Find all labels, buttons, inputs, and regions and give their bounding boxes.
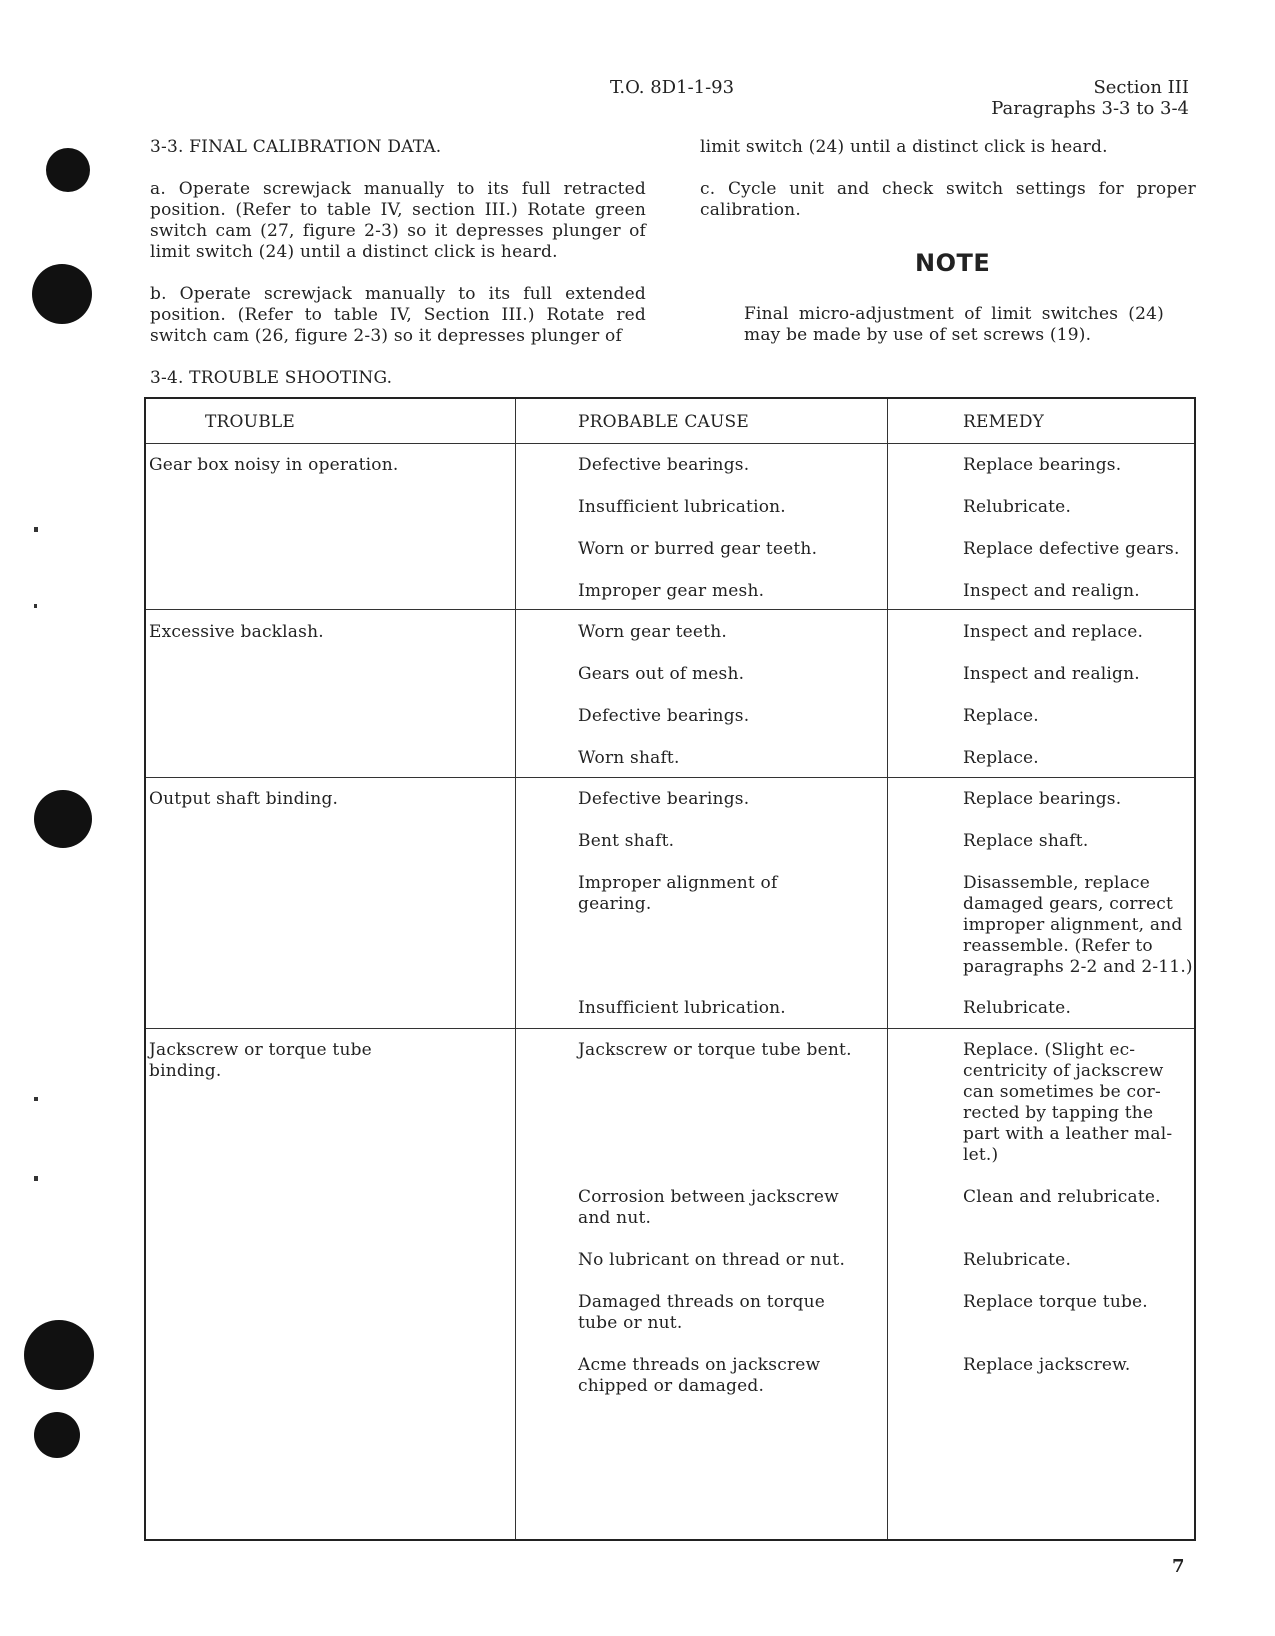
table-header-probable-cause: PROBABLE CAUSE	[578, 412, 750, 432]
cause-row: Insufficient lubrication.	[578, 998, 786, 1018]
remedy-row: Replace defective gears.	[963, 539, 1180, 559]
remedy-row: Replace.	[963, 706, 1039, 726]
remedy-row: Disassemble, replace damaged gears, correct improper alignment, and reassemble. (Refer to paragraphs 2-2 and 2-11.)	[963, 873, 1193, 977]
page-number: 7	[1172, 1556, 1185, 1577]
binder-hole-2	[32, 264, 92, 324]
table-divider-col1	[515, 399, 516, 1539]
cause-row: Gears out of mesh.	[578, 664, 745, 684]
cause-row: Corrosion between jackscrew and nut.	[578, 1187, 839, 1228]
table-divider-col2	[887, 399, 888, 1539]
paragraph-b: b. Operate screwjack manually to its full extended position. (Refer to table IV, Section III.) Rotate red switch cam (26, figure 2-3) so it depresses plunger of	[150, 284, 646, 346]
margin-mark-3	[34, 1097, 38, 1101]
paragraph-a: a. Operate screwjack manually to its full retracted position. (Refer to table IV, section III.) Rotate green switch cam (27, figure 2-3) so it depresses plunger of limit switch (24) until a distinct click is heard.	[150, 179, 646, 262]
margin-mark-4	[34, 1176, 38, 1181]
binder-hole-4	[24, 1320, 94, 1390]
remedy-row: Replace bearings.	[963, 455, 1122, 475]
cause-row: Acme threads on jackscrew chipped or damaged.	[578, 1355, 821, 1396]
remedy-row: Inspect and replace.	[963, 622, 1144, 642]
remedy-row: Inspect and realign.	[963, 581, 1140, 601]
cause-row: Insufficient lubrication.	[578, 497, 786, 517]
remedy-row: Replace jackscrew.	[963, 1355, 1131, 1375]
table-group-rule-2	[146, 777, 1194, 778]
section-label: Section III	[1093, 77, 1189, 98]
margin-mark-2	[34, 604, 37, 608]
binder-hole-3	[34, 790, 92, 848]
cause-row: Worn shaft.	[578, 748, 680, 768]
cause-row: Worn or burred gear teeth.	[578, 539, 818, 559]
remedy-row: Relubricate.	[963, 1250, 1072, 1270]
trouble-output-shaft-binding: Output shaft binding.	[149, 789, 339, 809]
binder-hole-5	[34, 1412, 80, 1458]
cause-row: Defective bearings.	[578, 789, 750, 809]
cause-row: Defective bearings.	[578, 706, 750, 726]
note-title: NOTE	[915, 249, 991, 277]
trouble-excessive-backlash: Excessive backlash.	[149, 622, 324, 642]
paragraph-b-continued: limit switch (24) until a distinct click is heard.	[700, 137, 1108, 157]
remedy-row: Relubricate.	[963, 497, 1072, 517]
note-text: Final micro-adjustment of limit switches (24) may be made by use of set screws (19).	[744, 304, 1164, 345]
remedy-row: Replace torque tube.	[963, 1292, 1148, 1312]
cause-row: Improper gear mesh.	[578, 581, 765, 601]
remedy-row: Replace. (Slight ec- centricity of jackscrew can sometimes be cor- rected by tapping the part with a leather mal- let.)	[963, 1040, 1173, 1165]
table-header-rule	[146, 443, 1194, 444]
cause-row: No lubricant on thread or nut.	[578, 1250, 846, 1270]
remedy-row: Replace bearings.	[963, 789, 1122, 809]
trouble-gear-box-noisy: Gear box noisy in operation.	[149, 455, 399, 475]
paragraph-c: c. Cycle unit and check switch settings for proper calibration.	[700, 179, 1196, 220]
heading-3-4: 3-4. TROUBLE SHOOTING.	[150, 368, 393, 388]
trouble-shooting-table	[144, 397, 1196, 1541]
remedy-row: Replace.	[963, 748, 1039, 768]
remedy-row: Replace shaft.	[963, 831, 1089, 851]
cause-row: Worn gear teeth.	[578, 622, 727, 642]
cause-row: Improper alignment of gearing.	[578, 873, 778, 914]
cause-row: Damaged threads on torque tube or nut.	[578, 1292, 826, 1333]
remedy-row: Relubricate.	[963, 998, 1072, 1018]
cause-row: Defective bearings.	[578, 455, 750, 475]
table-header-trouble: TROUBLE	[205, 412, 295, 432]
cause-row: Jackscrew or torque tube bent.	[578, 1040, 852, 1060]
cause-row: Bent shaft.	[578, 831, 675, 851]
paragraphs-label: Paragraphs 3-3 to 3-4	[991, 98, 1189, 119]
table-group-rule-3	[146, 1028, 1194, 1029]
doc-number: T.O. 8D1-1-93	[610, 77, 735, 98]
binder-hole-1	[46, 148, 90, 192]
table-header-remedy: REMEDY	[963, 412, 1045, 432]
heading-3-3: 3-3. FINAL CALIBRATION DATA.	[150, 137, 442, 157]
remedy-row: Clean and relubricate.	[963, 1187, 1161, 1207]
margin-mark-1	[34, 527, 38, 532]
remedy-row: Inspect and realign.	[963, 664, 1140, 684]
trouble-jackscrew-binding: Jackscrew or torque tube binding.	[149, 1040, 372, 1081]
table-group-rule-1	[146, 609, 1194, 610]
